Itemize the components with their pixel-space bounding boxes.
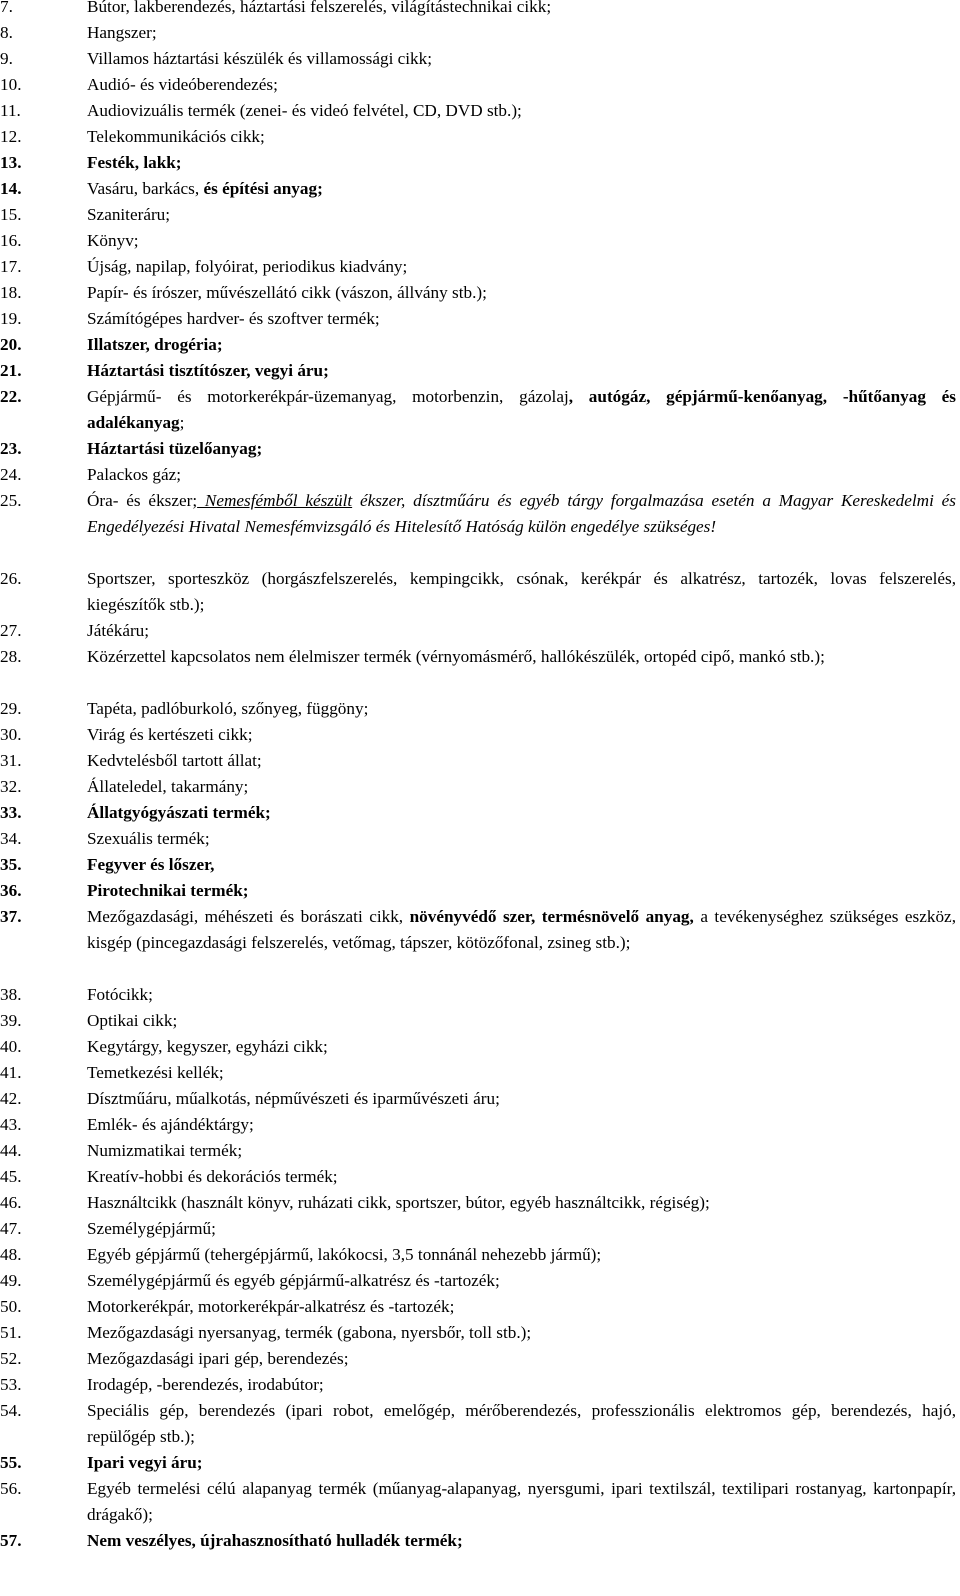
list-item-text	[87, 72, 956, 98]
list-item-text	[87, 1008, 956, 1034]
list-item	[0, 722, 956, 748]
list-item-text	[87, 306, 956, 332]
list-item	[0, 1086, 956, 1112]
list-item	[0, 332, 956, 358]
text-segment: Fotócikk;	[87, 985, 153, 1004]
text-segment: növényvédő szer, termésnövelő anyag,	[409, 907, 694, 926]
list-item-text	[87, 358, 956, 384]
list-item-text	[87, 1450, 956, 1476]
list-item-text	[87, 150, 956, 176]
list-item	[0, 1528, 956, 1554]
text-segment: Személygépjármű és egyéb gépjármű-alkatrész és -tartozék;	[87, 1271, 500, 1290]
list-item-number: 34.	[0, 829, 22, 848]
list-item-text	[87, 98, 956, 124]
list-item-text	[87, 332, 956, 358]
list-item-number: 50.	[0, 1297, 22, 1316]
list-item-number: 16.	[0, 231, 22, 250]
list-item-number: 46.	[0, 1193, 22, 1212]
list-item-number: 49.	[0, 1271, 22, 1290]
list-item	[0, 1450, 956, 1476]
text-segment: Emlék- és ajándéktárgy;	[87, 1115, 254, 1134]
text-segment: és építési anyag;	[203, 179, 323, 198]
text-segment: Hangszer;	[87, 23, 157, 42]
list-item	[0, 904, 956, 982]
text-segment: Óra- és ékszer;	[87, 491, 198, 510]
list-item-number: 39.	[0, 1011, 22, 1030]
list-item-text	[87, 436, 956, 462]
list-item-number: 19.	[0, 309, 22, 328]
list-item	[0, 618, 956, 644]
text-segment: Mezőgazdasági ipari gép, berendezés;	[87, 1349, 349, 1368]
list-item-number: 21.	[0, 361, 22, 380]
list-item-number: 11.	[0, 101, 21, 120]
text-segment: ;	[179, 413, 185, 432]
text-segment: Háztartási tisztítószer, vegyi áru;	[87, 361, 329, 380]
list-item-text	[87, 20, 956, 46]
list-item-number: 35.	[0, 855, 22, 874]
list-item-number: 36.	[0, 881, 22, 900]
list-item	[0, 20, 956, 46]
list-item	[0, 566, 956, 618]
list-item	[0, 0, 956, 20]
list-item-number: 42.	[0, 1089, 22, 1108]
text-segment: Kreatív-hobbi és dekorációs termék;	[87, 1167, 338, 1186]
text-segment: Nem veszélyes, újrahasznosítható hulladék termék;	[87, 1531, 463, 1550]
list-item	[0, 462, 956, 488]
text-segment: Audió- és videóberendezés;	[87, 75, 278, 94]
text-segment: Illatszer, drogéria;	[87, 335, 223, 354]
text-segment: , autógáz, gépjármű-kenőanyag, -hűtőanyag és adalékanyag	[87, 387, 956, 432]
text-segment: Optikai cikk;	[87, 1011, 178, 1030]
list-item-number: 47.	[0, 1219, 22, 1238]
list-item-number: 15.	[0, 205, 22, 224]
text-segment: Numizmatikai termék;	[87, 1141, 243, 1160]
list-item	[0, 748, 956, 774]
list-item-number: 55.	[0, 1453, 22, 1472]
list-item-number: 18.	[0, 283, 22, 302]
list-item-number: 14.	[0, 179, 22, 198]
list-item-text	[87, 852, 956, 878]
list-item-number: 26.	[0, 569, 22, 588]
list-item-number: 9.	[0, 49, 13, 68]
list-item	[0, 1346, 956, 1372]
text-segment: Irodagép, -berendezés, irodabútor;	[87, 1375, 324, 1394]
list-item-text	[87, 46, 956, 72]
text-segment: Nemesfémből készült	[197, 491, 353, 510]
list-item-number: 32.	[0, 777, 22, 796]
list-item-number: 43.	[0, 1115, 22, 1134]
list-item	[0, 306, 956, 332]
list-item-text	[87, 1346, 956, 1372]
list-item	[0, 826, 956, 852]
text-segment: Tapéta, padlóburkoló, szőnyeg, függöny;	[87, 699, 369, 718]
list-item-text	[87, 1164, 956, 1190]
list-item-number: 23.	[0, 439, 22, 458]
text-segment: Játékáru;	[87, 621, 150, 640]
list-item-text	[87, 124, 956, 150]
list-item-number: 8.	[0, 23, 13, 42]
list-item	[0, 358, 956, 384]
text-segment: Palackos gáz;	[87, 465, 182, 484]
list-item-number: 25.	[0, 491, 22, 510]
list-item	[0, 644, 956, 696]
list-item	[0, 1372, 956, 1398]
list-item-number: 31.	[0, 751, 22, 770]
list-item	[0, 98, 956, 124]
list-item-number: 40.	[0, 1037, 22, 1056]
list-item-number: 44.	[0, 1141, 22, 1160]
list-item-number: 45.	[0, 1167, 22, 1186]
text-segment: Temetkezési kellék;	[87, 1063, 224, 1082]
list-item-text	[87, 488, 956, 540]
list-item-text	[87, 254, 956, 280]
list-item	[0, 774, 956, 800]
list-item-text	[87, 0, 956, 20]
text-segment: Festék, lakk;	[87, 153, 182, 172]
text-segment: Háztartási tüzelőanyag;	[87, 439, 263, 458]
list-item	[0, 1138, 956, 1164]
list-item-number: 54.	[0, 1401, 22, 1420]
text-segment: ékszer, dísztműáru és egyéb tárgy forgalmazása esetén a Magyar Kereskedelmi és Engedélyezési Hivatal Nemesfémvizsgáló és Hitelesítő Hatóság külön engedélye szükséges!	[87, 491, 956, 536]
list-item-text	[87, 644, 956, 670]
list-item-text	[87, 566, 956, 618]
list-item-text	[87, 1060, 956, 1086]
list-item	[0, 384, 956, 436]
list-item-text	[87, 904, 956, 956]
text-segment: Virág és kertészeti cikk;	[87, 725, 253, 744]
text-segment: Közérzettel kapcsolatos nem élelmiszer termék (vérnyomásmérő, hallókészülék, ortopéd cipő, mankó stb.);	[87, 647, 825, 666]
list-item-number: 7.	[0, 0, 13, 16]
text-segment: Újság, napilap, folyóirat, periodikus kiadvány;	[87, 257, 408, 276]
text-segment: Pirotechnikai termék;	[87, 881, 249, 900]
list-item-text	[87, 1372, 956, 1398]
list-item	[0, 254, 956, 280]
list-item-text	[87, 1190, 956, 1216]
list-item-text	[87, 280, 956, 306]
list-item-number: 27.	[0, 621, 22, 640]
list-item	[0, 1294, 956, 1320]
list-item-text	[87, 1320, 956, 1346]
list-item	[0, 1268, 956, 1294]
list-item-number: 53.	[0, 1375, 22, 1394]
list-item	[0, 852, 956, 878]
list-item	[0, 228, 956, 254]
list-item-text	[87, 202, 956, 228]
list-item	[0, 488, 956, 566]
list-item-text	[87, 774, 956, 800]
list-item-number: 20.	[0, 335, 22, 354]
list-item-number: 41.	[0, 1063, 22, 1082]
list-item	[0, 1034, 956, 1060]
list-item-text	[87, 826, 956, 852]
text-segment: Egyéb gépjármű (tehergépjármű, lakókocsi, 3,5 tonnánál nehezebb jármű);	[87, 1245, 602, 1264]
list-item-number: 13.	[0, 153, 22, 172]
list-item-text	[87, 1034, 956, 1060]
text-segment: Könyv;	[87, 231, 139, 250]
text-segment: Mezőgazdasági, méhészeti és borászati cikk,	[87, 907, 410, 926]
list-item-number: 38.	[0, 985, 22, 1004]
text-segment: Dísztműáru, műalkotás, népművészeti és iparművészeti áru;	[87, 1089, 500, 1108]
list-item-text	[87, 1528, 956, 1554]
text-segment: Egyéb termelési célú alapanyag termék (műanyag-alapanyag, nyersgumi, ipari textilszál, textilipari rostanyag, kartonpapír, drágakő);	[87, 1479, 956, 1524]
list-item-text	[87, 618, 956, 644]
list-item	[0, 124, 956, 150]
list-item-number: 33.	[0, 803, 22, 822]
list-item-text	[87, 1398, 956, 1450]
list-item	[0, 1242, 956, 1268]
text-segment: Kedvtelésből tartott állat;	[87, 751, 262, 770]
list-item	[0, 46, 956, 72]
list-item-number: 37.	[0, 907, 22, 926]
list-item	[0, 1190, 956, 1216]
list-item-number: 52.	[0, 1349, 22, 1368]
text-segment: Szaniteráru;	[87, 205, 171, 224]
text-segment: Fegyver és lőszer,	[87, 855, 215, 874]
text-segment: Mezőgazdasági nyersanyag, termék (gabona, nyersbőr, toll stb.);	[87, 1323, 532, 1342]
list-item	[0, 176, 956, 202]
list-item	[0, 1216, 956, 1242]
list-item	[0, 1008, 956, 1034]
text-segment: Állateledel, takarmány;	[87, 777, 249, 796]
list-item	[0, 1060, 956, 1086]
list-item-text	[87, 1216, 956, 1242]
text-segment: Állatgyógyászati termék;	[87, 803, 271, 822]
list-item-number: 51.	[0, 1323, 22, 1342]
list-item	[0, 982, 956, 1008]
list-item-text	[87, 800, 956, 826]
list-item	[0, 696, 956, 722]
list-item-number: 29.	[0, 699, 22, 718]
list-item-text	[87, 1294, 956, 1320]
list-item	[0, 202, 956, 228]
list-item-text	[87, 1086, 956, 1112]
list-item	[0, 878, 956, 904]
list-item-number: 56.	[0, 1479, 22, 1498]
text-segment: Számítógépes hardver- és szoftver termék;	[87, 309, 380, 328]
list-item	[0, 1476, 956, 1528]
list-item	[0, 436, 956, 462]
text-segment: Szexuális termék;	[87, 829, 210, 848]
text-segment: Telekommunikációs cikk;	[87, 127, 265, 146]
list-item-text	[87, 1138, 956, 1164]
list-item	[0, 1112, 956, 1138]
list-item	[0, 150, 956, 176]
list-item-text	[87, 1242, 956, 1268]
list-item	[0, 72, 956, 98]
list-item-text	[87, 384, 956, 436]
list-item-text	[87, 878, 956, 904]
list-item	[0, 280, 956, 306]
list-item-text	[87, 176, 956, 202]
text-segment: Kegytárgy, kegyszer, egyházi cikk;	[87, 1037, 328, 1056]
text-segment: Villamos háztartási készülék és villamossági cikk;	[87, 49, 433, 68]
list-item	[0, 1398, 956, 1450]
list-item-text	[87, 696, 956, 722]
text-segment: Használtcikk (használt könyv, ruházati cikk, sportszer, bútor, egyéb használtcikk, régiség);	[87, 1193, 710, 1212]
text-segment: Papír- és írószer, művészellátó cikk (vászon, állvány stb.);	[87, 283, 487, 302]
text-segment: Személygépjármű;	[87, 1219, 216, 1238]
text-segment: Ipari vegyi áru;	[87, 1453, 203, 1472]
list-item-text	[87, 1268, 956, 1294]
list-item-number: 24.	[0, 465, 22, 484]
list-item-number: 30.	[0, 725, 22, 744]
list-item-number: 57.	[0, 1531, 22, 1550]
list-item-text	[87, 462, 956, 488]
list-item-text	[87, 1112, 956, 1138]
list-item-text	[87, 748, 956, 774]
list-item-number: 12.	[0, 127, 22, 146]
list-item-number: 17.	[0, 257, 22, 276]
list-item-text	[87, 228, 956, 254]
text-segment: Audiovizuális termék (zenei- és videó felvétel, CD, DVD stb.);	[87, 101, 522, 120]
list-item-text	[87, 722, 956, 748]
list-item-text	[87, 1476, 956, 1528]
text-segment: Vasáru, barkács,	[87, 179, 204, 198]
text-segment: Gépjármű- és motorkerékpár-üzemanyag, motorbenzin, gázolaj	[87, 387, 569, 406]
list-item	[0, 1164, 956, 1190]
text-segment: Bútor, lakberendezés, háztartási felszerelés, világítástechnikai cikk;	[87, 0, 552, 16]
text-segment: Speciális gép, berendezés (ipari robot, emelőgép, mérőberendezés, professzionális elektromos gép, berendezés, hajó, repülőgép stb.);	[87, 1401, 956, 1446]
text-segment: Motorkerékpár, motorkerékpár-alkatrész és -tartozék;	[87, 1297, 455, 1316]
list-item-number: 48.	[0, 1245, 22, 1264]
text-segment: Sportszer, sporteszköz (horgászfelszerelés, kempingcikk, csónak, kerékpár és alkatrész, tartozék, lovas felszerelés, kiegészítők stb.);	[87, 569, 956, 614]
list-item	[0, 800, 956, 826]
list-item	[0, 1320, 956, 1346]
list-item-number: 22.	[0, 387, 22, 406]
list-item-number: 10.	[0, 75, 22, 94]
text-segment: a tevékenységhez szükséges eszköz, kisgép (pincegazdasági felszerelés, vetőmag, tápszer, kötözőfonal, zsineg stb.);	[87, 907, 956, 952]
list-item-text	[87, 982, 956, 1008]
list-item-number: 28.	[0, 647, 22, 666]
